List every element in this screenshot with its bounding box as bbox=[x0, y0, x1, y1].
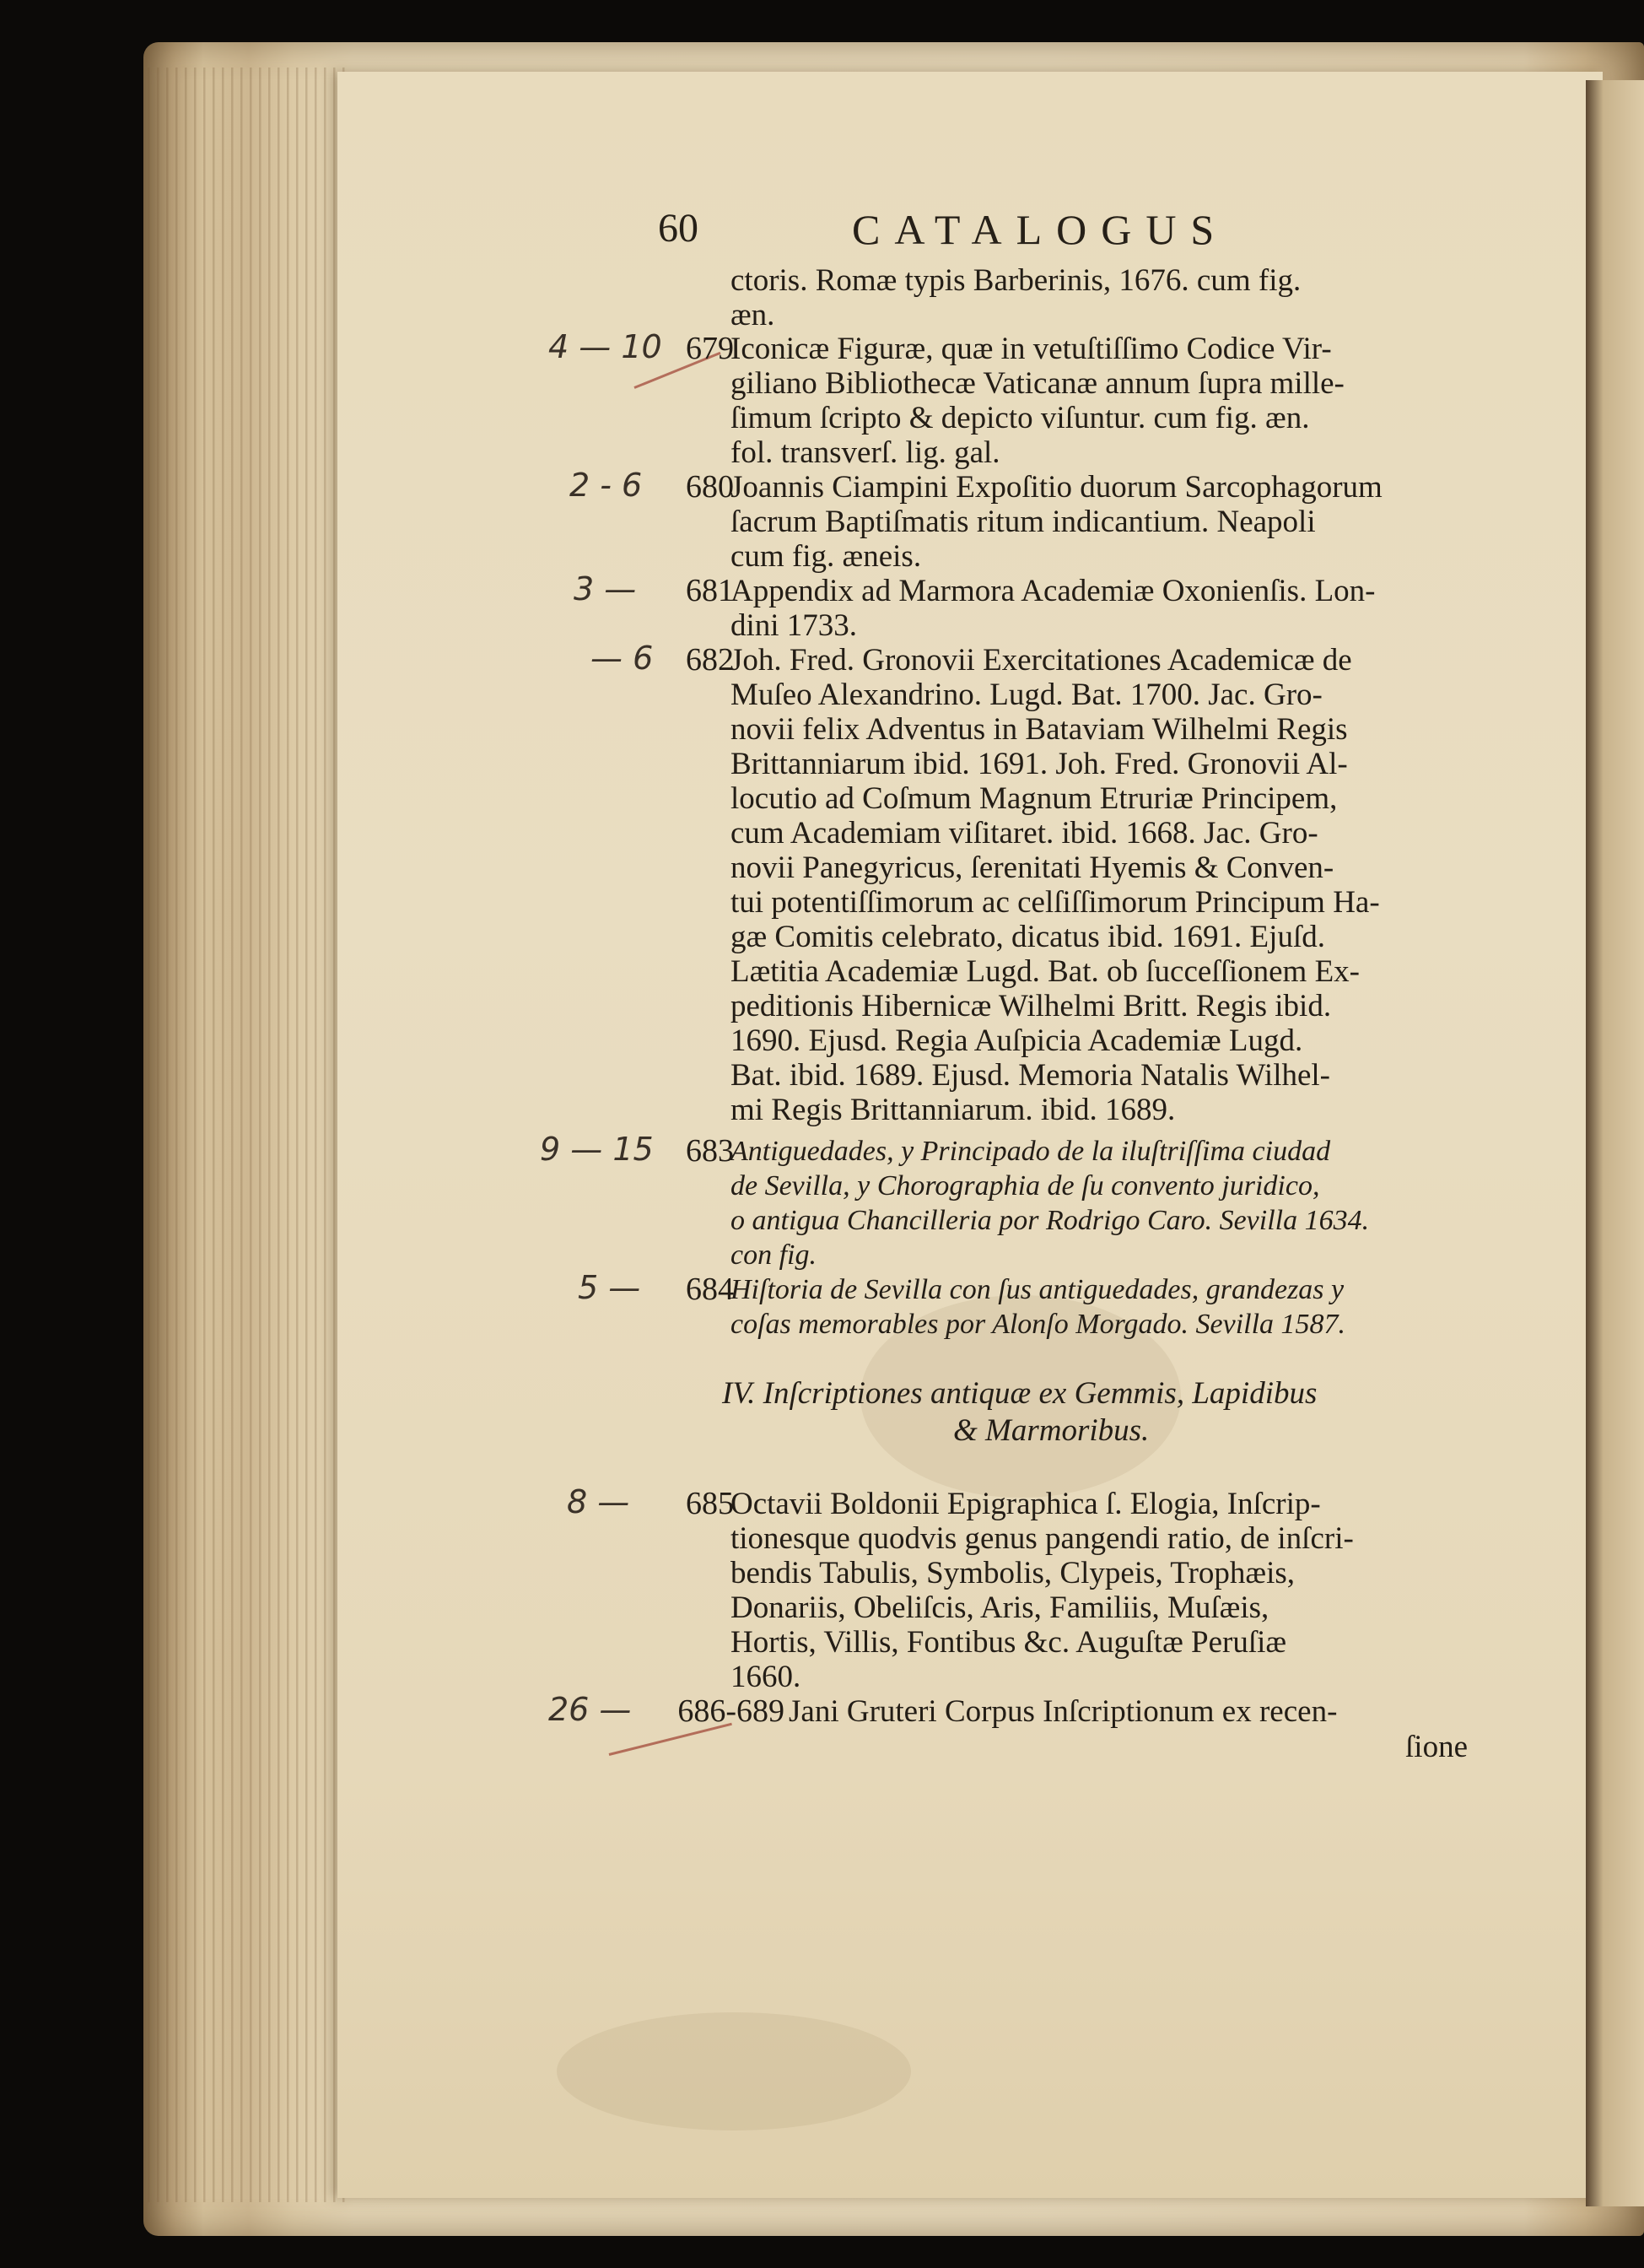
text-line: locutio ad Coſmum Magnum Etruriæ Principem, bbox=[730, 781, 1338, 816]
text-line: ctoris. Romæ typis Barberinis, 1676. cum fig. bbox=[730, 263, 1302, 298]
entry-text bbox=[730, 1134, 1473, 1272]
page-header bbox=[658, 205, 1417, 264]
lot-number: 682 bbox=[686, 642, 734, 678]
text-line: novii Panegyricus, ſerenitati Hyemis & Conven- bbox=[730, 850, 1334, 885]
lot-number: 685 bbox=[686, 1486, 734, 1521]
entry-text bbox=[730, 643, 1473, 1127]
text-line: Jani Gruteri Corpus Inſcriptionum ex recen- bbox=[789, 1694, 1338, 1729]
entry-text bbox=[730, 263, 1473, 332]
text-line: fol. transverſ. lig. gal. bbox=[730, 435, 1000, 470]
page-number: 60 bbox=[658, 206, 698, 251]
entry-text bbox=[730, 470, 1473, 574]
text-line: de Sevilla, y Chorographia de ſu convento juridico, bbox=[730, 1170, 1320, 1202]
lot-number: 686-689 bbox=[677, 1693, 784, 1729]
paper-stain bbox=[557, 2012, 911, 2130]
text-line: Hiſtoria de Sevilla con ſus antiguedades, grandezas y bbox=[730, 1274, 1345, 1305]
facing-page-edge bbox=[1586, 80, 1644, 2206]
text-line: novii felix Adventus in Bataviam Wilhelmi Regis bbox=[730, 712, 1348, 747]
text-line: ſimum ſcripto & depicto viſuntur. cum fig. æn. bbox=[730, 401, 1310, 435]
lot-number: 684 bbox=[686, 1272, 734, 1307]
text-line: Hortis, Villis, Fontibus &c. Auguſtæ Peruſiæ bbox=[730, 1625, 1287, 1660]
text-line: gæ Comitis celebrato, dicatus ibid. 1691. Ejuſd. bbox=[730, 920, 1325, 954]
text-line: giliano Bibliothecæ Vaticanæ annum ſupra mille- bbox=[730, 366, 1345, 401]
section-heading-line-2: & Marmoribus. bbox=[953, 1413, 1150, 1448]
handwritten-price: 8 — bbox=[567, 1483, 630, 1520]
text-line: tui potentiſſimorum ac celſiſſimorum Principum Ha- bbox=[730, 885, 1380, 920]
text-line: Appendix ad Marmora Academiæ Oxonienſis. Lon- bbox=[730, 574, 1376, 608]
text-line: dini 1733. bbox=[730, 608, 858, 643]
text-line: tionesque quodvis genus pangendi ratio, de inſcri- bbox=[730, 1521, 1354, 1556]
entry-text bbox=[789, 1694, 1531, 1729]
text-line: peditionis Hibernicæ Wilhelmi Britt. Regis ibid. bbox=[730, 989, 1332, 1023]
handwritten-price: 4 — 10 bbox=[548, 328, 662, 365]
handwritten-price: 26 — bbox=[548, 1691, 632, 1728]
text-line: 1660. bbox=[730, 1660, 801, 1694]
text-line: Octavii Boldonii Epigraphica ſ. Elogia, Inſcrip- bbox=[730, 1487, 1321, 1521]
text-line: Donariis, Obeliſcis, Aris, Familiis, Muſæis, bbox=[730, 1590, 1269, 1625]
lot-number: 680 bbox=[686, 469, 734, 505]
text-line: æn. bbox=[730, 298, 775, 332]
text-line: Antiguedades, y Principado de la iluſtriſſima ciudad bbox=[730, 1136, 1331, 1167]
lot-number: 683 bbox=[686, 1133, 734, 1169]
handwritten-price: 2 - 6 bbox=[569, 467, 643, 504]
text-line: cum Academiam viſitaret. ibid. 1668. Jac. Gro- bbox=[730, 816, 1318, 850]
handwritten-price: 5 — bbox=[578, 1269, 641, 1306]
running-title: CATALOGUS bbox=[852, 206, 1229, 253]
entry-text bbox=[730, 332, 1473, 470]
catchword: ſione bbox=[1405, 1730, 1468, 1764]
text-line: con fig. bbox=[730, 1239, 817, 1271]
handwritten-price: 3 — bbox=[574, 570, 637, 608]
lot-number: 679 bbox=[686, 331, 734, 366]
text-line: Lætitia Academiæ Lugd. Bat. ob ſucceſſionem Ex- bbox=[730, 954, 1360, 989]
lot-number: 681 bbox=[686, 573, 734, 608]
text-line: Joannis Ciampini Expoſitio duorum Sarcophagorum bbox=[730, 470, 1383, 505]
text-line: Brittanniarum ibid. 1691. Joh. Fred. Gronovii Al- bbox=[730, 747, 1348, 781]
entry-text bbox=[730, 1272, 1473, 1342]
text-line: Muſeo Alexandrino. Lugd. Bat. 1700. Jac. Gro- bbox=[730, 678, 1323, 712]
section-heading-line-1: IV. Inſcriptiones antiquæ ex Gemmis, Lapidibus bbox=[722, 1376, 1318, 1411]
text-line: ſacrum Baptiſmatis ritum indicantium. Neapoli bbox=[730, 505, 1316, 539]
text-line: o antigua Chancilleria por Rodrigo Caro. Sevilla 1634. bbox=[730, 1205, 1370, 1236]
text-line: Bat. ibid. 1689. Ejusd. Memoria Natalis Wilhel- bbox=[730, 1058, 1331, 1093]
text-line: cum fig. æneis. bbox=[730, 539, 922, 574]
text-line: Iconicæ Figuræ, quæ in vetuſtiſſimo Codice Vir- bbox=[730, 332, 1332, 366]
handwritten-price: 9 — 15 bbox=[540, 1131, 654, 1168]
entry-text bbox=[730, 574, 1473, 643]
text-line: 1690. Ejusd. Regia Auſpicia Academiæ Lugd. bbox=[730, 1023, 1303, 1058]
entry-text bbox=[730, 1487, 1473, 1694]
handwritten-price: — 6 bbox=[590, 640, 654, 677]
text-line: Joh. Fred. Gronovii Exercitationes Academicæ de bbox=[730, 643, 1352, 678]
text-line: mi Regis Brittanniarum. ibid. 1689. bbox=[730, 1093, 1176, 1127]
text-line: coſas memorables por Alonſo Morgado. Sevilla 1587. bbox=[730, 1309, 1346, 1340]
text-line: bendis Tabulis, Symbolis, Clypeis, Trophæis, bbox=[730, 1556, 1296, 1590]
page-edges bbox=[148, 68, 350, 2202]
